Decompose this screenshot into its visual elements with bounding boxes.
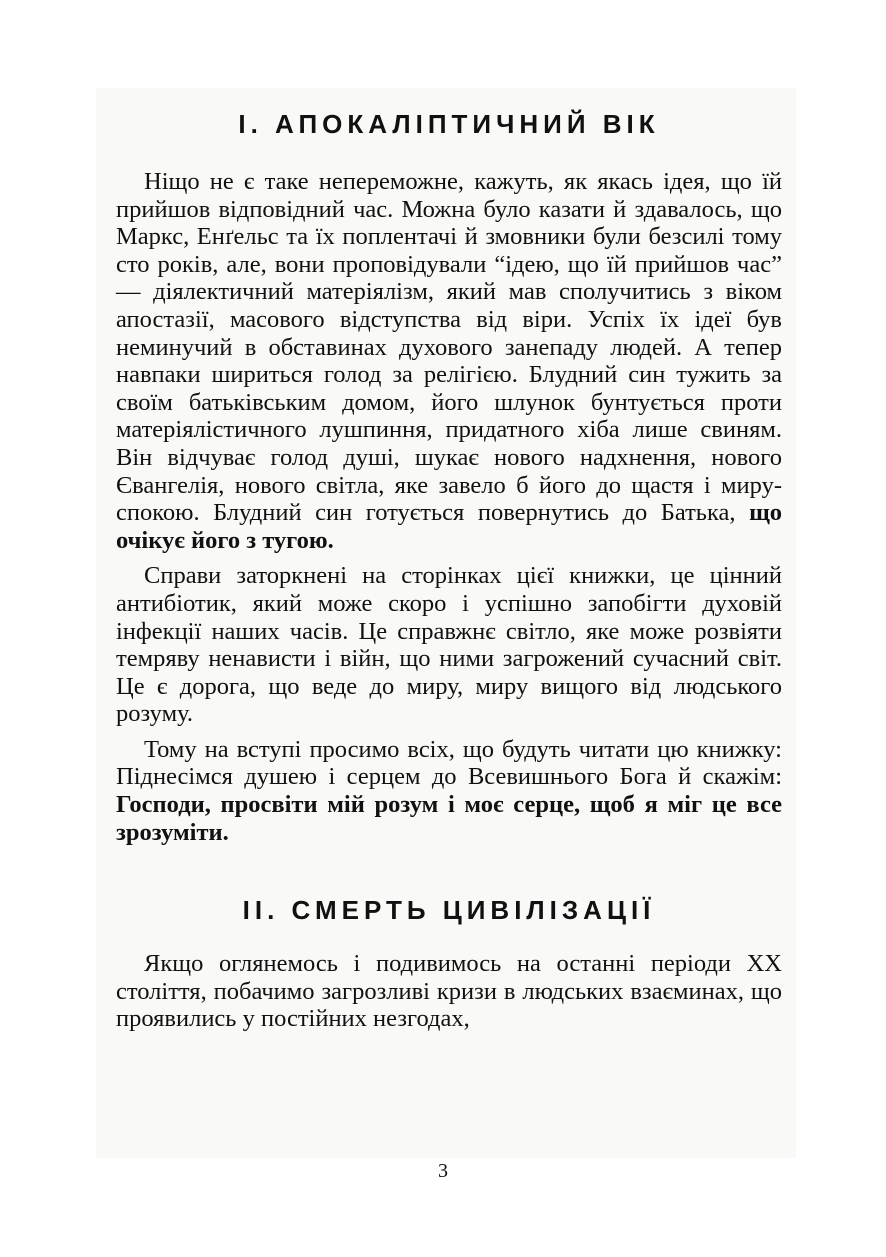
paragraph-4 [116, 950, 782, 1033]
paragraph-3-text: Тому на вступі просимо всіх, що будуть читати цю книжку: Піднесімся душею і серцем до Всевишнього Бога й скажім: [116, 735, 782, 791]
page-number: 3 [438, 1160, 448, 1182]
page-content [116, 104, 782, 1033]
paragraph-1 [116, 168, 782, 554]
section-title-2: II. СМЕРТЬ ЦИВІЛІЗАЦІЇ [242, 895, 656, 926]
paragraph-2-text: Справи заторкнені на сторінках цієї книжки, це цінний антибіотик, який може скоро і успішно запобігти духовій інфекції наших часів. Це справжнє світло, яке може розвіяти темряву ненависти і війн, що ними загрожений сучасний світ. Це є дорога, що веде до миру, миру вищого від людського розуму. [116, 562, 782, 728]
paragraph-1-text: Ніщо не є таке непереможне, кажуть, як якась ідея, що їй прийшов відповідний час. Можна було казати й здавалось, що Маркс, Енґельс та їх поплентачі й змовники були безсилі тому сто років, але, вони проповідували “ідею, що їй прийшов час” — діялектичний матеріялізм, який мав сполучитись з віком апостазії, масового відступства від віри. Успіх їх ідеї був неминучий в обставинах духового занепаду людей. А тепер навпаки шириться голод за релігією. Блудний син тужить за своїм батьківським домом, його шлунок бунтується проти матеріялістичного лушпиння, придатного хіба лише свиням. Він відчуває голод душі, шукає нового надхнення, нового Євангелія, нового світла, яке завело б його до щастя і миру-спокою. Блудний син готується повернутись до Батька, [116, 168, 782, 527]
paragraph-2 [116, 562, 782, 728]
paragraph-4-text: Якщо оглянемось і подивимось на останні періоди XX століття, побачимо загрозливі кризи в людських взаєминах, що проявились у постійних незгодах, [116, 950, 782, 1033]
section-title-1: I. АПОКАЛІПТИЧНИЙ ВІК [238, 109, 660, 139]
paragraph-1-bold: що очікує його з тугою. [116, 499, 782, 554]
paragraph-3-bold: Господи, просвіти мій розум і моє серце, щоб я міг це все зрозуміти. [116, 791, 782, 846]
paragraph-3 [116, 736, 782, 846]
